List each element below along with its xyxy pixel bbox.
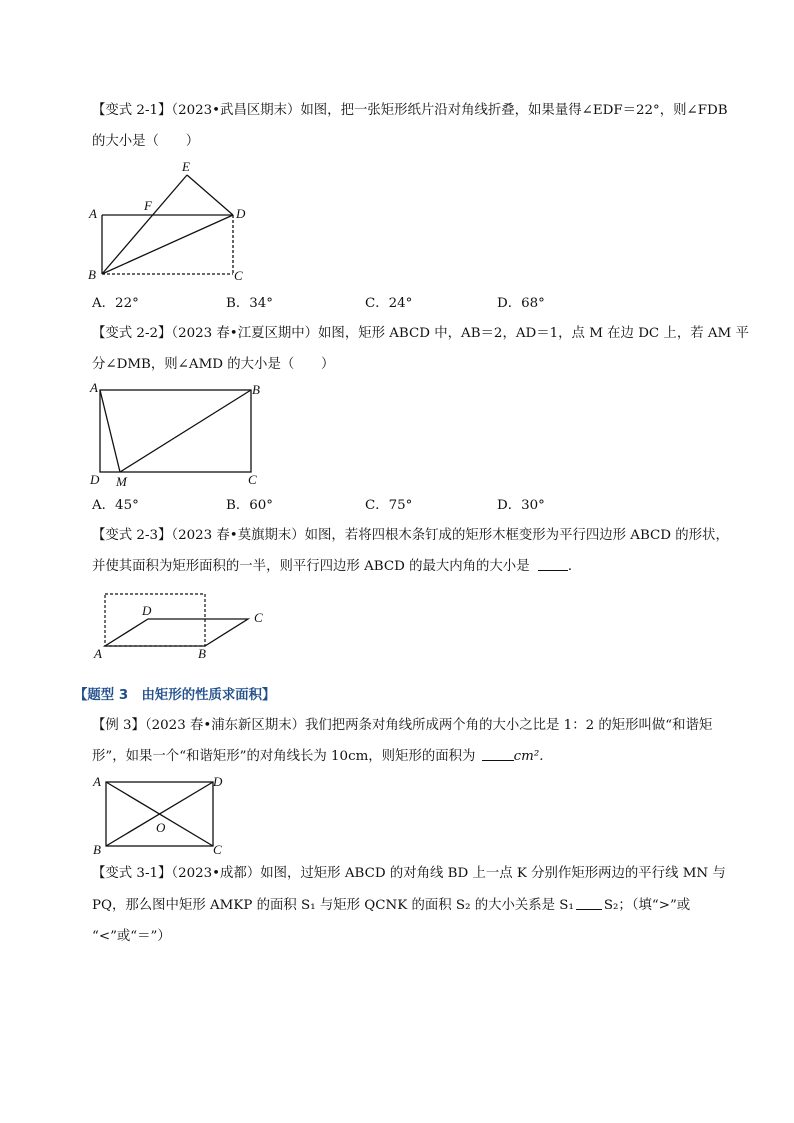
label-D: D <box>142 603 152 618</box>
label-C: C <box>254 610 263 625</box>
label-F: F <box>144 198 152 213</box>
variant-3-1-text-line-1: 【变式 3-1】（2023•成都）如图，过矩形 ABCD 的对角线 BD 上一点 K 分别作矩形两边的平行线 MN 与 <box>92 866 726 881</box>
variant-3-1-line-2-text: PQ，那么图中矩形 AMKP 的面积 S₁ 与矩形 QCNK 的面积 S₂ 的大小关系是 S₁ <box>92 898 574 913</box>
example-3-figure <box>88 770 238 860</box>
example-3-text-line-2 <box>92 748 544 766</box>
option-c: C．75° <box>365 498 413 513</box>
label-B: B <box>198 646 206 661</box>
example-3-text-line-1: 【例 3】（2023 春•浦东新区期末）我们把两条对角线所成两个角的大小之比是 1：2 的矩形叫做“和谐矩 <box>92 718 713 733</box>
label-C: C <box>248 472 257 487</box>
label-C: C <box>234 268 243 283</box>
label-A: A <box>90 380 98 395</box>
label-B: B <box>252 382 260 397</box>
example-3-line-2-text: 形”，如果一个“和谐矩形”的对角线长为 10cm，则矩形的面积为 <box>92 749 476 764</box>
label-E: E <box>182 159 190 174</box>
variant-2-3-text-line-2 <box>92 558 581 576</box>
answer-blank[interactable] <box>482 748 514 761</box>
variant-2-3-line-2-text: 并使其面积为矩形面积的一半，则平行四边形 ABCD 的最大内角的大小是 <box>92 559 530 574</box>
variant-2-3-figure <box>88 588 278 663</box>
label-C: C <box>213 842 222 857</box>
label-D: D <box>236 206 246 221</box>
label-A: A <box>94 646 102 661</box>
option-a: A．45° <box>92 498 139 513</box>
variant-2-2-text-line-2: 分∠DMB，则∠AMD 的大小是（ ） <box>92 357 335 372</box>
variant-2-2-text-line-1: 【变式 2-2】（2023 春•江夏区期中）如图，矩形 ABCD 中，AB＝2，AD＝1，点 M 在边 DC 上，若 AM 平 <box>92 326 749 341</box>
label-B: B <box>93 842 101 857</box>
section-heading-type-3: 【题型 3 由矩形的性质求面积】 <box>74 688 276 703</box>
label-A: A <box>93 774 101 789</box>
answer-blank[interactable] <box>576 897 602 910</box>
variant-3-1-line-2-end: S₂；（填“>”或 <box>603 898 691 913</box>
variant-2-2-figure <box>84 378 274 493</box>
label-O: O <box>156 820 166 835</box>
variant-2-3-text-line-1: 【变式 2-3】（2023 春•莫旗期末）如图，若将四根木条钉成的矩形木框变形为平行四边形 ABCD 的形状， <box>92 528 729 543</box>
option-d: D．30° <box>497 498 545 513</box>
label-D: D <box>213 774 223 789</box>
option-d: D．68° <box>497 296 545 311</box>
label-D: D <box>90 472 100 487</box>
variant-3-1-text-line-2 <box>92 897 690 915</box>
label-A: A <box>89 206 97 221</box>
option-c: C．24° <box>365 296 413 311</box>
variant-2-1-text-line-2: 的大小是（ ） <box>92 134 200 149</box>
label-M: M <box>116 474 127 489</box>
variant-2-1-text-line-1: 【变式 2-1】（2023•武昌区期末）如图，把一张矩形纸片沿对角线折叠，如果量得∠EDF＝22°，则∠FDB <box>92 103 728 118</box>
variant-2-3-line-2-end: ． <box>567 559 582 574</box>
option-a: A．22° <box>92 296 139 311</box>
answer-blank[interactable] <box>538 558 568 571</box>
variant-3-1-text-line-3: “<”或“＝”） <box>92 929 171 944</box>
variant-2-1-figure <box>84 156 264 286</box>
option-b: B．34° <box>226 296 273 311</box>
example-3-line-2-end: cm². <box>513 749 544 764</box>
option-b: B．60° <box>226 498 273 513</box>
label-B: B <box>88 267 96 282</box>
